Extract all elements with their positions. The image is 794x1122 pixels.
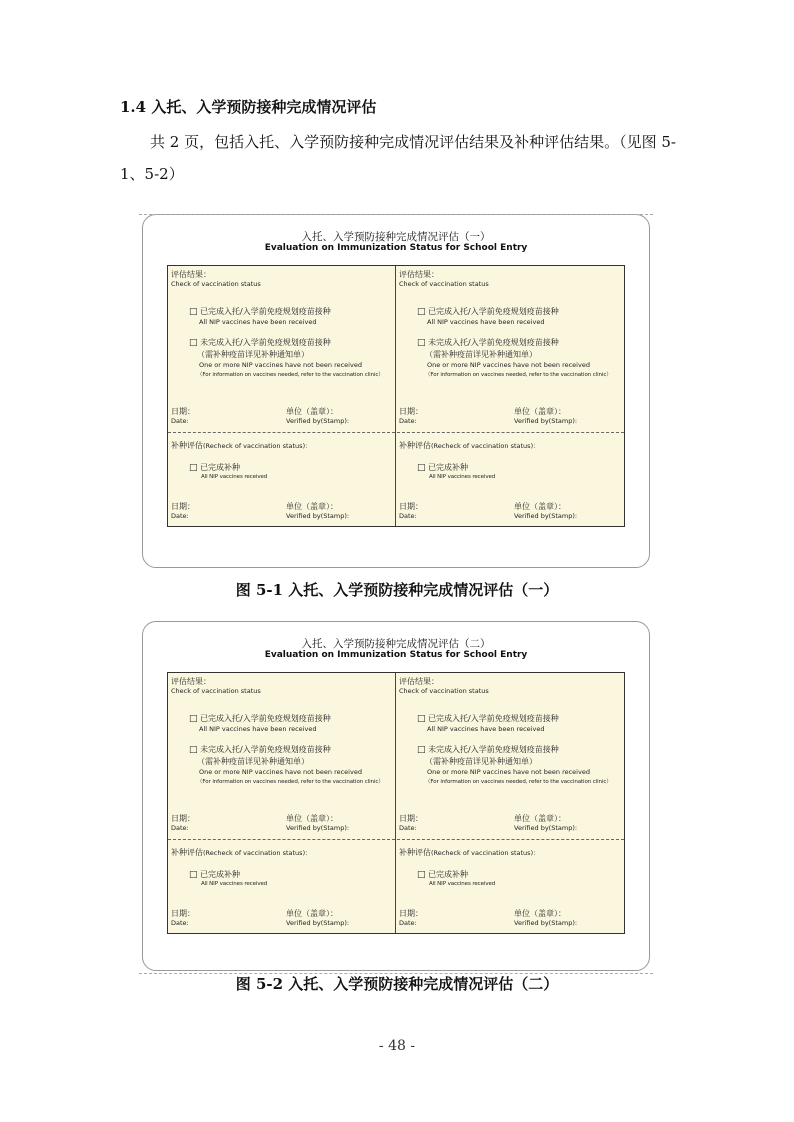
date-label-cn: 日期： xyxy=(399,502,423,511)
result-label-en: Check of vaccination status xyxy=(171,280,261,288)
date-label-en: Date: xyxy=(399,512,417,520)
option-completed xyxy=(189,306,331,317)
form-column-right xyxy=(399,676,623,936)
checkbox-icon[interactable]: □ xyxy=(417,870,426,880)
recheck-label-en: (Recheck of vaccination status)： xyxy=(431,849,540,857)
date-label-en: Date: xyxy=(399,824,417,832)
option-incomplete-cn: 未完成入托/入学前免疫规划疫苗接种 xyxy=(428,745,559,754)
option-completed xyxy=(417,713,559,724)
recheck-label-cn: 补种评估 xyxy=(399,848,431,857)
result-label-cn: 评估结果： xyxy=(171,270,211,279)
option-completed-cn: 已完成入托/入学前免疫规划疫苗接种 xyxy=(200,307,331,316)
recheck-option xyxy=(189,869,240,880)
evaluation-form xyxy=(167,265,625,527)
stamp-label-cn: 单位（盖章）： xyxy=(514,814,566,823)
figure-caption: 图 5-1 入托、入学预防接种完成情况评估（一） xyxy=(235,581,559,599)
option-incomplete xyxy=(417,337,559,348)
stamp-label-cn: 单位（盖章）： xyxy=(514,407,566,416)
checkbox-icon[interactable]: □ xyxy=(189,714,198,724)
intro-paragraph xyxy=(120,126,680,190)
recheck-label-cn: 补种评估 xyxy=(171,441,203,450)
recheck-option xyxy=(189,462,240,473)
date-label-en: Date: xyxy=(399,919,417,927)
option-incomplete-note-cn: （需补种疫苗详见补种通知单） xyxy=(425,757,537,766)
result-label-cn: 评估结果： xyxy=(171,677,211,686)
stamp-label-cn: 单位（盖章）： xyxy=(286,909,338,918)
section-heading: 1.4 入托、入学预防接种完成情况评估 xyxy=(120,98,377,116)
option-incomplete-en: One or more NIP vaccines have not been received xyxy=(199,768,362,776)
option-incomplete-note-cn: （需补种疫苗详见补种通知单） xyxy=(197,757,309,766)
recheck-option-cn: 已完成补种 xyxy=(428,463,469,472)
recheck-option-en: All NIP vaccines received xyxy=(201,881,268,887)
stamp-label-en: Verified by(Stamp): xyxy=(514,919,578,927)
option-incomplete xyxy=(417,744,559,755)
form-column-left xyxy=(171,269,395,529)
stamp-label-cn: 单位（盖章）： xyxy=(514,909,566,918)
form-title-cn: 入托、入学预防接种完成情况评估（一） xyxy=(301,231,491,243)
option-incomplete-note-en: （For information on vaccines needed, refer to the vaccination clinic） xyxy=(197,372,384,378)
result-label-en: Check of vaccination status xyxy=(399,280,489,288)
checkbox-icon[interactable]: □ xyxy=(189,870,198,880)
option-incomplete-en: One or more NIP vaccines have not been received xyxy=(427,361,590,369)
checkbox-icon[interactable]: □ xyxy=(417,463,426,473)
recheck-option-en: All NIP vaccines received xyxy=(429,881,496,887)
stamp-label-cn: 单位（盖章）： xyxy=(286,407,338,416)
stamp-label-en: Verified by(Stamp): xyxy=(286,919,350,927)
result-label-en: Check of vaccination status xyxy=(399,687,489,695)
option-completed xyxy=(417,306,559,317)
option-incomplete-note-en: （For information on vaccines needed, refer to the vaccination clinic） xyxy=(425,779,612,785)
checkbox-icon[interactable]: □ xyxy=(189,307,198,317)
option-incomplete-en: One or more NIP vaccines have not been received xyxy=(199,361,362,369)
recheck-label xyxy=(399,847,540,858)
option-incomplete-note-en: （For information on vaccines needed, refer to the vaccination clinic） xyxy=(425,372,612,378)
recheck-option-cn: 已完成补种 xyxy=(428,870,469,879)
option-completed-cn: 已完成入托/入学前免疫规划疫苗接种 xyxy=(428,714,559,723)
recheck-label-en: (Recheck of vaccination status)： xyxy=(203,442,312,450)
recheck-label-en: (Recheck of vaccination status)： xyxy=(203,849,312,857)
recheck-option-en: All NIP vaccines received xyxy=(429,474,496,480)
option-completed-cn: 已完成入托/入学前免疫规划疫苗接种 xyxy=(428,307,559,316)
recheck-label xyxy=(171,847,312,858)
stamp-label-en: Verified by(Stamp): xyxy=(286,824,350,832)
figure-caption: 图 5-2 入托、入学预防接种完成情况评估（二） xyxy=(235,975,559,993)
option-incomplete xyxy=(189,337,331,348)
form-title-en: Evaluation on Immunization Status for School Entry xyxy=(264,650,528,660)
option-completed-en: All NIP vaccines have been received xyxy=(427,725,545,733)
checkbox-icon[interactable]: □ xyxy=(417,714,426,724)
recheck-option-cn: 已完成补种 xyxy=(200,463,241,472)
checkbox-icon[interactable]: □ xyxy=(417,307,426,317)
result-label-en: Check of vaccination status xyxy=(171,687,261,695)
recheck-option-cn: 已完成补种 xyxy=(200,870,241,879)
date-label-en: Date: xyxy=(171,512,189,520)
stamp-label-en: Verified by(Stamp): xyxy=(514,417,578,425)
checkbox-icon[interactable]: □ xyxy=(417,745,426,755)
option-completed-en: All NIP vaccines have been received xyxy=(199,318,317,326)
form-column-left xyxy=(171,676,395,936)
recheck-label-cn: 补种评估 xyxy=(171,848,203,857)
recheck-label-cn: 补种评估 xyxy=(399,441,431,450)
date-label-en: Date: xyxy=(171,417,189,425)
checkbox-icon[interactable]: □ xyxy=(417,338,426,348)
option-incomplete-note-en: （For information on vaccines needed, refer to the vaccination clinic） xyxy=(197,779,384,785)
column-divider xyxy=(395,673,396,933)
stamp-label-cn: 单位（盖章）： xyxy=(286,502,338,511)
option-incomplete xyxy=(189,744,331,755)
date-label-en: Date: xyxy=(399,417,417,425)
column-divider xyxy=(395,266,396,526)
recheck-option xyxy=(417,462,468,473)
recheck-option-en: All NIP vaccines received xyxy=(201,474,268,480)
intro-paragraph-text: 共 2 页，包括入托、入学预防接种完成情况评估结果及补种评估结果。（见图 5-1、5-2） xyxy=(120,133,676,183)
figure-5-1 xyxy=(142,214,650,568)
result-label-cn: 评估结果： xyxy=(399,270,439,279)
recheck-label xyxy=(399,440,540,451)
stamp-label-en: Verified by(Stamp): xyxy=(514,824,578,832)
form-title-cn: 入托、入学预防接种完成情况评估（二） xyxy=(301,638,491,650)
recheck-option xyxy=(417,869,468,880)
stamp-label-en: Verified by(Stamp): xyxy=(286,512,350,520)
evaluation-form xyxy=(167,672,625,934)
date-label-cn: 日期： xyxy=(171,502,195,511)
stamp-label-en: Verified by(Stamp): xyxy=(286,417,350,425)
option-completed-en: All NIP vaccines have been received xyxy=(427,318,545,326)
date-label-cn: 日期： xyxy=(171,407,195,416)
checkbox-icon[interactable]: □ xyxy=(189,338,198,348)
date-label-en: Date: xyxy=(171,919,189,927)
date-label-cn: 日期： xyxy=(399,814,423,823)
option-incomplete-en: One or more NIP vaccines have not been received xyxy=(427,768,590,776)
checkbox-icon[interactable]: □ xyxy=(189,745,198,755)
stamp-label-cn: 单位（盖章）： xyxy=(286,814,338,823)
figure-5-2 xyxy=(142,621,650,971)
option-completed xyxy=(189,713,331,724)
date-label-cn: 日期： xyxy=(171,814,195,823)
result-label-cn: 评估结果： xyxy=(399,677,439,686)
recheck-label-en: (Recheck of vaccination status)： xyxy=(431,442,540,450)
date-label-en: Date: xyxy=(171,824,189,832)
checkbox-icon[interactable]: □ xyxy=(189,463,198,473)
stamp-label-cn: 单位（盖章）： xyxy=(514,502,566,511)
dashed-cut-line xyxy=(139,214,653,215)
page-number: - 48 - xyxy=(378,1038,416,1054)
stamp-label-en: Verified by(Stamp): xyxy=(514,512,578,520)
option-completed-en: All NIP vaccines have been received xyxy=(199,725,317,733)
date-label-cn: 日期： xyxy=(171,909,195,918)
date-label-cn: 日期： xyxy=(399,407,423,416)
recheck-label xyxy=(171,440,312,451)
option-incomplete-cn: 未完成入托/入学前免疫规划疫苗接种 xyxy=(428,338,559,347)
option-incomplete-cn: 未完成入托/入学前免疫规划疫苗接种 xyxy=(200,745,331,754)
date-label-cn: 日期： xyxy=(399,909,423,918)
option-incomplete-cn: 未完成入托/入学前免疫规划疫苗接种 xyxy=(200,338,331,347)
option-incomplete-note-cn: （需补种疫苗详见补种通知单） xyxy=(197,350,309,359)
form-title-en: Evaluation on Immunization Status for School Entry xyxy=(264,243,528,253)
form-column-right xyxy=(399,269,623,529)
option-completed-cn: 已完成入托/入学前免疫规划疫苗接种 xyxy=(200,714,331,723)
option-incomplete-note-cn: （需补种疫苗详见补种通知单） xyxy=(425,350,537,359)
